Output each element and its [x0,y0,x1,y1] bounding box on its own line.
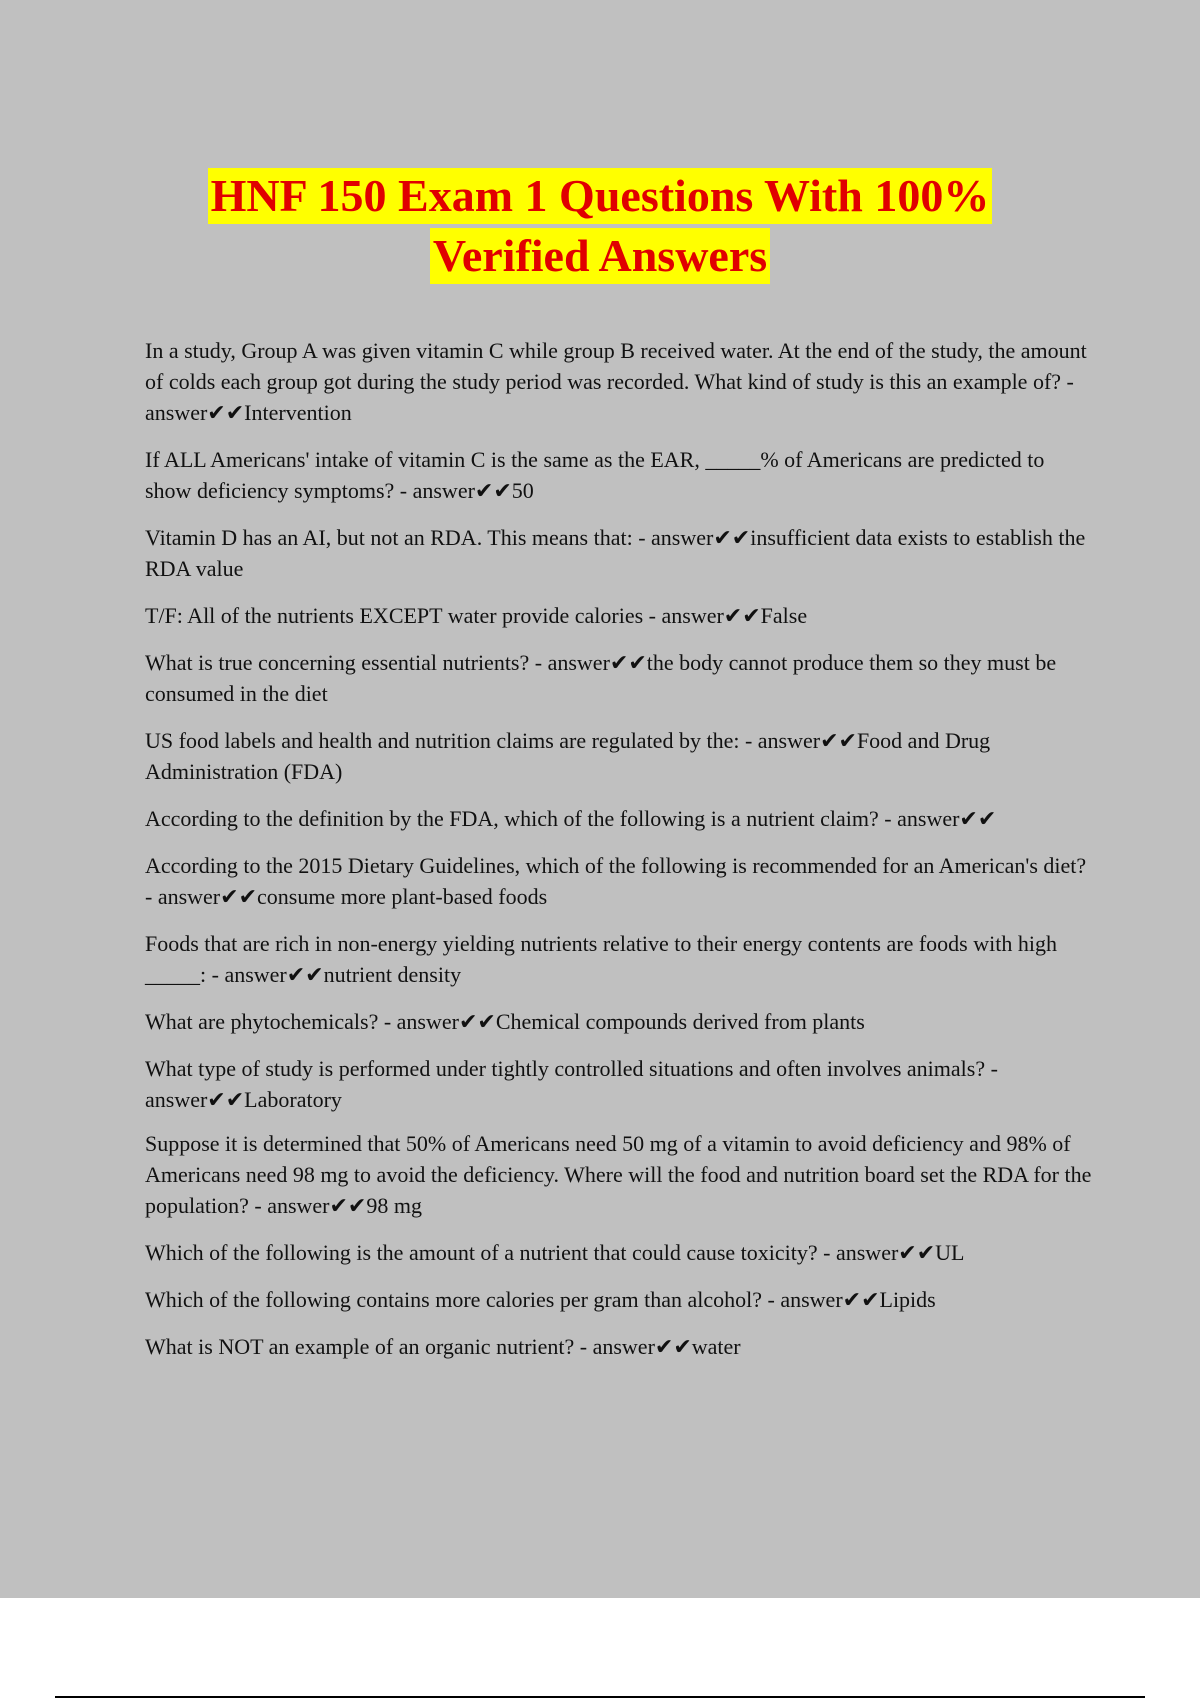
question-item: Which of the following is the amount of a nutrient that could cause toxicity? - answer✔✔UL [145,1240,965,1265]
document-title [0,168,1200,288]
question-item: What is true concerning essential nutrients? - answer✔✔the body cannot produce them so they must be consumed in the diet [145,650,1057,706]
question-item: If ALL Americans' intake of vitamin C is the same as the EAR, _____% of Americans are predicted to show deficiency symptoms? - answer✔✔50 [145,447,1045,503]
question-item: Foods that are rich in non-energy yielding nutrients relative to their energy contents are foods with high _____: - answer✔✔nutrient density [145,931,1057,987]
title-line-1: HNF 150 Exam 1 Questions With 100% [208,168,993,224]
question-item: Suppose it is determined that 50% of Americans need 50 mg of a vitamin to avoid deficiency and 98% of Americans need 98 mg to avoid the deficiency. Where will the food and nutrition board set the RDA for the population? - answer✔✔98 mg [145,1131,1092,1218]
question-item: What is NOT an example of an organic nutrient? - answer✔✔water [145,1334,741,1359]
question-item: US food labels and health and nutrition claims are regulated by the: - answer✔✔Food and Drug Administration (FDA) [145,728,991,784]
question-item: In a study, Group A was given vitamin C while group B received water. At the end of the study, the amount of colds each group got during the study period was recorded. What kind of study is this an example of? - answer✔✔Intervention [145,338,1087,425]
page-divider [55,1696,1145,1698]
question-item: Which of the following contains more calories per gram than alcohol? - answer✔✔Lipids [145,1287,936,1312]
question-item: Vitamin D has an AI, but not an RDA. This means that: - answer✔✔insufficient data exists to establish the RDA value [145,525,1086,581]
question-item: According to the 2015 Dietary Guidelines, which of the following is recommended for an American's diet? - answer✔✔consume more plant-based foods [145,853,1087,909]
question-item: According to the definition by the FDA, which of the following is a nutrient claim? - answer✔✔ [145,806,997,831]
question-item: What type of study is performed under tightly controlled situations and often involves animals? - answer✔✔Laboratory [145,1056,998,1112]
title-line-2: Verified Answers [430,228,770,284]
question-item: T/F: All of the nutrients EXCEPT water provide calories - answer✔✔False [145,603,808,628]
question-list [145,335,1095,1378]
question-item: What are phytochemicals? - answer✔✔Chemical compounds derived from plants [145,1009,865,1034]
